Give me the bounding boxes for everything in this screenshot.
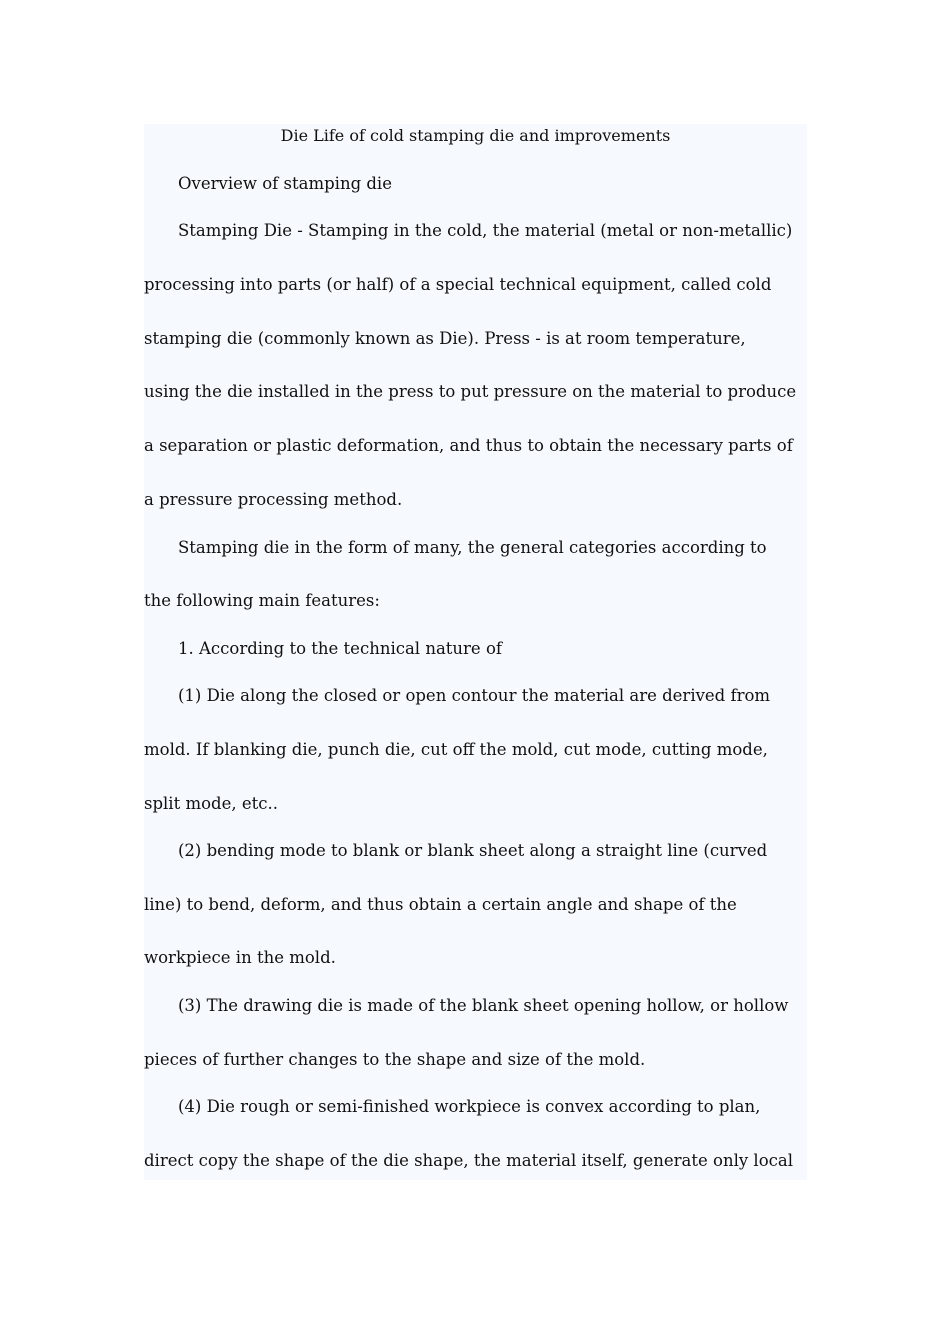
paragraph-line: split mode, etc.. <box>144 794 278 813</box>
paragraph-line: a pressure processing method. <box>144 490 403 509</box>
paragraph-line: using the die installed in the press to put pressure on the material to produce <box>144 382 797 401</box>
paragraph-line: pieces of further changes to the shape and size of the mold. <box>144 1050 646 1069</box>
paragraph-line: stamping die (commonly known as Die). Press - is at room temperature, <box>144 329 746 348</box>
paragraph-line: Stamping Die - Stamping in the cold, the material (metal or non-metallic) <box>178 221 793 240</box>
paragraph-line: (4) Die rough or semi-finished workpiece is convex according to plan, <box>178 1097 761 1116</box>
document-title: Die Life of cold stamping die and improvements <box>280 126 671 145</box>
paragraph-line: line) to bend, deform, and thus obtain a certain angle and shape of the <box>144 895 737 914</box>
paragraph-line: mold. If blanking die, punch die, cut off the mold, cut mode, cutting mode, <box>144 740 768 759</box>
paragraph-line: a separation or plastic deformation, and thus to obtain the necessary parts of <box>144 436 793 455</box>
paragraph-line: (3) The drawing die is made of the blank sheet opening hollow, or hollow <box>178 996 789 1015</box>
paragraph-line: direct copy the shape of the die shape, the material itself, generate only local <box>144 1151 793 1170</box>
section-heading-overview: Overview of stamping die <box>178 174 392 193</box>
paragraph-line: (1) Die along the closed or open contour the material are derived from <box>178 686 771 705</box>
paragraph-line: the following main features: <box>144 591 380 610</box>
paragraph-line: (2) bending mode to blank or blank sheet along a straight line (curved <box>178 841 768 860</box>
paragraph-line: Stamping die in the form of many, the general categories according to <box>178 538 767 557</box>
paragraph-line: workpiece in the mold. <box>144 948 336 967</box>
list-heading: 1. According to the technical nature of <box>178 639 502 658</box>
paragraph-line: processing into parts (or half) of a special technical equipment, called cold <box>144 275 772 294</box>
